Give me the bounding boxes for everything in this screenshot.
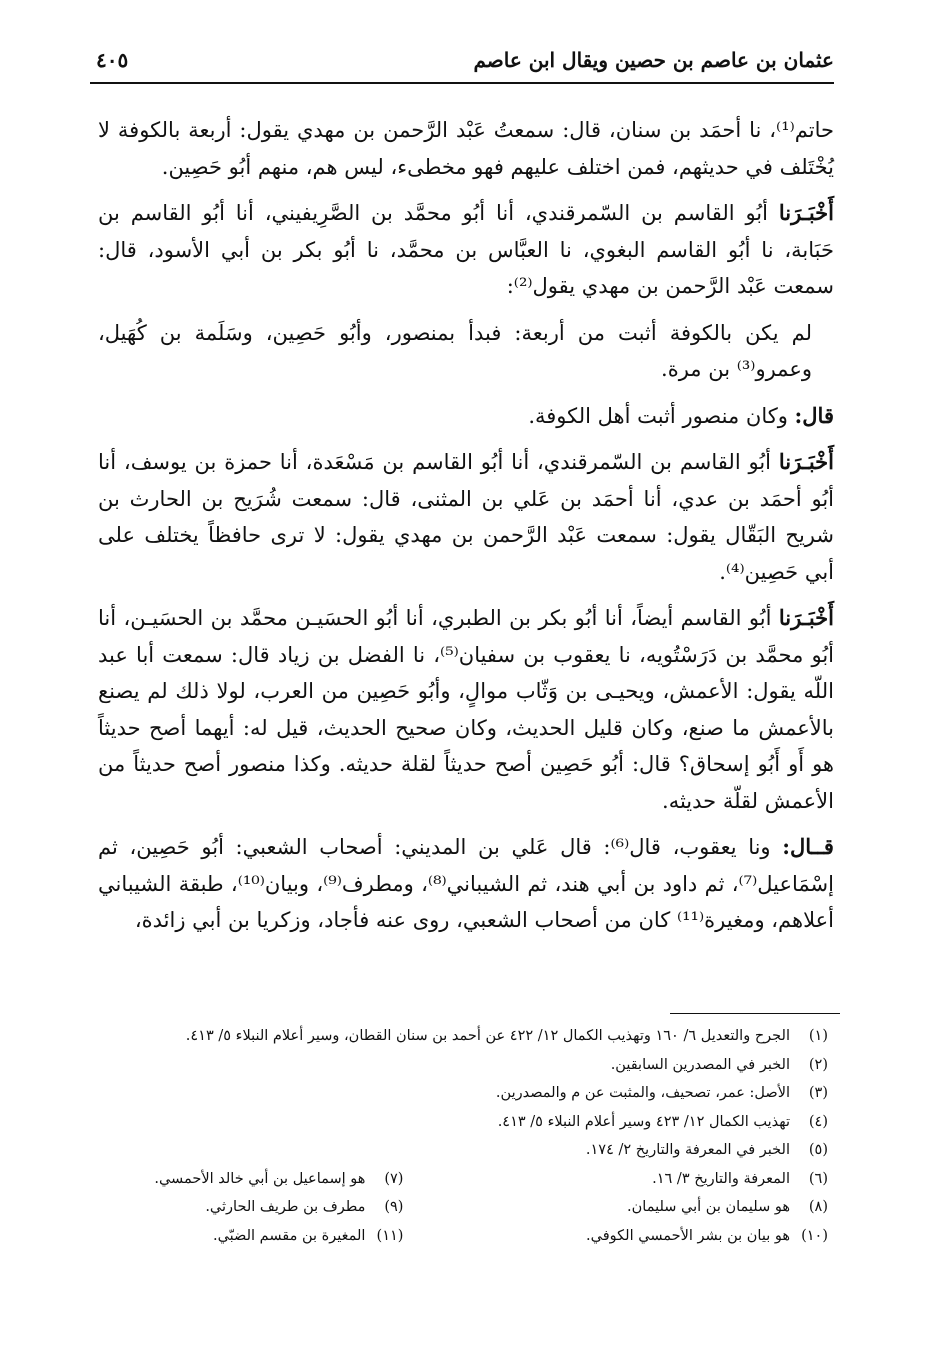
footnote-number: (٨)	[808, 1199, 828, 1215]
footnote-6	[403, 1165, 828, 1194]
footnote-row	[96, 1165, 828, 1194]
paragraph-1: حاتم⁽¹⁾، نا أحمَد بن سنان، قال: سمعتُ عَبْد الرَّحمن بن مهدي يقول: أربعة بالكوفة لا يُخْتَلف في حديثهم، فمن اختلف عليهم فهو مخطىء، ليس هم، منهم أبُو حَصِين.	[98, 118, 834, 179]
footnote-11	[96, 1222, 403, 1251]
footnote-1	[96, 1022, 828, 1051]
footnote-9	[96, 1193, 403, 1222]
paragraph-4	[98, 398, 834, 435]
footnote-number: (١)	[808, 1028, 828, 1044]
paragraph-4-text: وكان منصور أثبت أهل الكوفة.	[528, 403, 788, 428]
footnote-number: (٤)	[808, 1113, 828, 1130]
footnote-row	[96, 1222, 828, 1251]
footnote-text: مطرف بن طريف الحارثي.	[205, 1199, 366, 1215]
footnote-text: هو إسماعيل بن أبي خالد الأحمسي.	[154, 1170, 366, 1187]
footnote-text: تهذيب الكمال ١٢/ ٤٢٣ وسير أعلام النبلاء ٥/ ٤١٣.	[497, 1113, 790, 1130]
footnote-2	[96, 1051, 828, 1080]
footnote-text: هو سليمان بن أبي سليمان.	[627, 1199, 790, 1215]
paragraph-2-text: أبُو القاسم بن السّمرقندي، أنا أبُو محمَّد بن الصَّرِيفيني، أنا أبُو القاسم بن حَبَابة، نا أبُو القاسم البغوي، نا العبَّاس بن محمَّد، نا أبُو بكر بن أبي الأسود، قال: سمعت عَبْد الرَّحمن بن مهدي يقول⁽²⁾:	[98, 201, 834, 298]
footnote-number: (٦)	[808, 1170, 828, 1187]
paragraph-6	[98, 600, 834, 819]
running-title: عثمان بن عاصم بن حصين ويقال ابن عاصم	[473, 48, 834, 72]
paragraph-3: لم يكن بالكوفة أثبت من أربعة: فبدأ بمنصور، وأبُو حَصِين، وسَلَمة بن كُهَيل، وعمرو⁽³⁾ بن مرة.	[98, 320, 812, 381]
footnote-separator	[670, 1013, 840, 1014]
footnote-text: الخبر في المعرفة والتاريخ ٢/ ١٧٤.	[585, 1142, 790, 1158]
main-text	[98, 112, 834, 949]
paragraph-2	[98, 195, 834, 305]
footnote-number: (١١)	[376, 1227, 404, 1244]
footnote-number: (١٠)	[801, 1227, 828, 1244]
footnote-text: الأصل: عمر، تصحيف، والمثبت عن م والمصدرين.	[495, 1085, 790, 1101]
page-header	[90, 42, 834, 84]
paragraph-6-text: أبُو القاسم أيضاً، أنا أبُو بكر بن الطبري، أنا أبُو الحسَيـن محمَّد بن الحسَيـن، أنا أبُو محمَّد بن دَرَسْتُويه، نا يعقوب بن سفيان⁽⁵⁾، نا الفضل بن زياد قال: سمعت أبا عبد اللّه يقول: الأعمش، ويحيـى بن وَثّاب موالٍ، وأبُو حَصِين من العرب، لولا ذلك لم يصنع بالأعمش ما صنع، وكان قليل الحديث، وكان صحيح الحديث، قيل له: أيهما أصح حديثاً هو أَو أَبُو إسحاق؟ قال: أبُو حَصِين أصح حديثاً لقلة حديثه. وكذا منصور أصح حديثاً من الأعمش لقلّة حديثه.	[98, 606, 834, 813]
footnotes	[96, 1022, 828, 1250]
footnote-number: (٩)	[384, 1199, 404, 1215]
footnote-number: (٧)	[384, 1170, 404, 1187]
isnad-keyword: أَخْبَـرَنا	[778, 200, 834, 225]
footnote-8	[403, 1193, 828, 1222]
footnote-text: المعرفة والتاريخ ٣/ ١٦.	[652, 1170, 790, 1187]
paragraph-7	[98, 829, 834, 939]
paragraph-5	[98, 444, 834, 590]
footnote-text: هو بيان بن بشر الأحمسي الكوفي.	[586, 1227, 790, 1244]
footnote-text: الخبر في المصدرين السابقين.	[610, 1056, 790, 1073]
footnote-number: (٢)	[808, 1056, 828, 1073]
qala-keyword: قــال:	[782, 834, 834, 859]
footnote-5	[96, 1136, 828, 1165]
footnote-text: الجرح والتعديل ٦/ ١٦٠ وتهذيب الكمال ١٢/ ٤٢٢ عن أحمد بن سنان القطان، وسير أعلام النبلاء ٥/ ٤١٣.	[185, 1028, 790, 1044]
paragraph-5-text: أبُو القاسم بن السّمرقندي، أنا أبُو القاسم بن مَسْعَدة، أنا حمزة بن يوسف، أنا أبُو أحمَد بن عدي، أنا أحمَد بن عَلي بن المثنى، قال: سمعت شُرَيح بن الحارث بن شريح البَقّال يقول: سمعت عَبْد الرَّحمن بن مهدي يقول: لا ترى حافظاً يختلف على أبي حَصِين⁽⁴⁾.	[98, 450, 834, 584]
paragraph-7-text: ونا يعقوب، قال⁽⁶⁾: قال عَلي بن المديني: أصحاب الشعبي: أبُو حَصِين، ثم إسْمَاعيل⁽⁷⁾، ثم داود بن أبي هند، ثم الشيباني⁽⁸⁾، ومطرف⁽⁹⁾، وبيان⁽¹⁰⁾، طبقة الشيباني أعلاهم، ومغيرة⁽¹¹⁾ كان من أصحاب الشعبي، روى عنه فأجاد، وزكريا بن أبي زائدة،	[98, 835, 834, 932]
footnote-4	[96, 1108, 828, 1137]
isnad-keyword: أَخْبَـرَنا	[778, 605, 834, 630]
footnote-3	[96, 1079, 828, 1108]
page-number: ٤٠٥	[96, 48, 129, 72]
footnote-7	[96, 1165, 403, 1194]
footnote-10	[403, 1222, 828, 1251]
footnote-text: المغيرة بن مقسم الضبّي.	[212, 1227, 366, 1244]
isnad-keyword: أَخْبَـرَنا	[778, 449, 834, 474]
footnote-number: (٣)	[808, 1085, 828, 1101]
footnote-row	[96, 1193, 828, 1222]
qala-keyword: قال:	[794, 402, 834, 428]
footnote-number: (٥)	[808, 1142, 828, 1158]
